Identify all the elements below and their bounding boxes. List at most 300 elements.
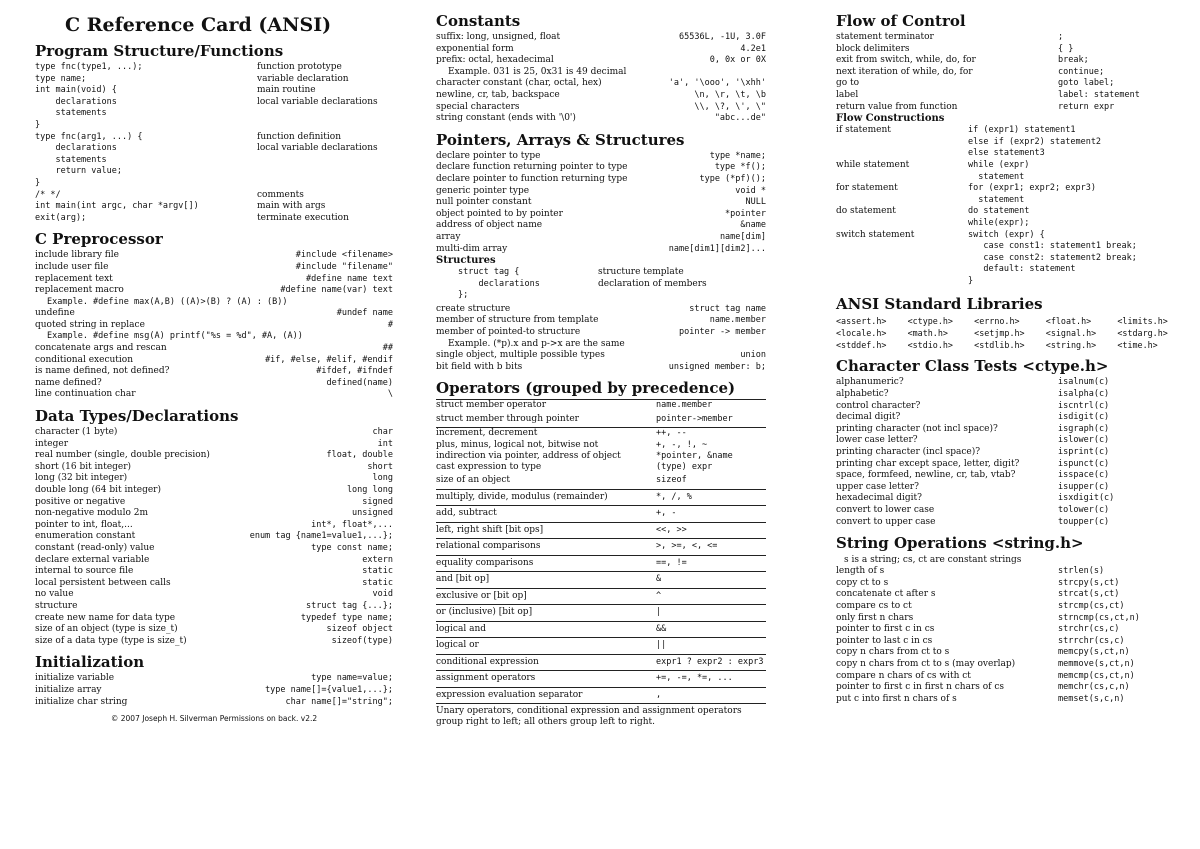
entry-row: [35, 543, 393, 555]
entry-row: [836, 447, 1181, 459]
entry-row: [836, 613, 1181, 625]
entry-row: [836, 55, 1181, 67]
entry-description: member of structure from template: [436, 315, 599, 326]
entry-description: copy n chars from ct to s: [836, 647, 950, 658]
entry-description: integer: [35, 438, 69, 449]
construct-row: [836, 195, 1181, 207]
entry-code: NULL: [745, 197, 766, 208]
entry-row: [35, 213, 393, 225]
library-header: <float.h>: [1045, 316, 1092, 327]
entry-code: memmove(s,ct,n): [1058, 658, 1135, 669]
library-header: <stddef.h>: [836, 340, 887, 351]
operator-symbol: >, >=, <, <=: [656, 541, 718, 552]
operator-description: logical or: [436, 640, 479, 651]
entry-description: comments: [257, 189, 304, 200]
entry-row: [35, 462, 393, 474]
entry-row: [436, 244, 766, 256]
operator-description: relational comparisons: [436, 541, 541, 552]
entry-row: [836, 505, 1181, 517]
operator-row: [436, 671, 766, 688]
construct-label: [836, 172, 968, 184]
entry-row: [836, 424, 1181, 436]
entry-code: type fnc(type1, ...);: [35, 62, 143, 72]
entry-code: { }: [1058, 43, 1074, 54]
operator-row: [436, 688, 766, 705]
entry-row: [836, 624, 1181, 636]
entry-description: pointer to first c in cs: [836, 624, 935, 635]
entry-description: special characters: [436, 101, 520, 112]
entry-description: initialize variable: [35, 673, 115, 684]
preprocessor-list-2: [35, 308, 393, 331]
construct-label: [836, 264, 968, 276]
preprocessor-list-3: [35, 343, 393, 401]
entry-description: undefine: [35, 308, 75, 319]
entry-row: [436, 113, 766, 125]
entry-description: short (16 bit integer): [35, 461, 132, 472]
entry-code: strncmp(cs,ct,n): [1058, 612, 1140, 623]
library-header: <assert.h>: [836, 316, 887, 327]
library-header: <ctype.h>: [907, 316, 953, 327]
construct-row: [836, 160, 1181, 172]
operator-symbol: <<, >>: [656, 524, 687, 535]
entry-code: pointer -> member: [679, 327, 766, 338]
operator-description: assignment operators: [436, 673, 536, 684]
entry-row: [35, 613, 393, 625]
entry-row: [35, 589, 393, 601]
entry-row: [436, 44, 766, 56]
entry-row: [836, 90, 1181, 102]
entry-row: [35, 624, 393, 636]
entry-description: function definition: [257, 131, 342, 142]
construct-row: [836, 183, 1181, 195]
entry-code: short: [367, 461, 393, 472]
entry-description: double long (64 bit integer): [35, 485, 161, 495]
entry-description: compare cs to ct: [836, 600, 912, 611]
library-header: <setjmp.h>: [974, 328, 1025, 339]
entry-description: is name defined, not defined?: [35, 366, 170, 377]
operator-description: exclusive or [bit op]: [436, 590, 527, 601]
construct-code: while (expr): [968, 159, 1030, 170]
constants-list: [436, 32, 766, 67]
entry-code: type fnc(arg1, ...) {: [35, 131, 143, 142]
ctype-list: [836, 377, 1181, 528]
entry-row: [836, 682, 1181, 694]
entry-row: [35, 120, 393, 132]
entry-description: local persistent between calls: [35, 577, 171, 588]
entry-row: [436, 55, 766, 67]
operator-row: [436, 655, 766, 672]
entry-code: #ifdef, #ifndef: [316, 366, 393, 377]
entry-description: go to: [836, 78, 860, 89]
section-operators: Operators (grouped by precedence): [436, 379, 736, 398]
entry-description: long (32 bit integer): [35, 473, 128, 484]
entry-description: space, formfeed, newline, cr, tab, vtab?: [836, 470, 1016, 481]
construct-label: while statement: [836, 159, 910, 170]
operator-row: [436, 473, 766, 490]
entry-code: int*, float*,...: [311, 519, 393, 530]
operator-description: and [bit op]: [436, 574, 490, 585]
entry-code: memcpy(s,ct,n): [1058, 647, 1130, 658]
entry-description: create structure: [436, 303, 511, 314]
construct-code: switch (expr) {: [968, 229, 1045, 240]
operator-description: plus, minus, logical not, bitwise not: [436, 439, 599, 450]
entry-row: [35, 308, 393, 320]
library-header: <signal.h>: [1045, 328, 1097, 339]
entry-code: ;: [1058, 32, 1064, 42]
entry-description: include library file: [35, 250, 119, 261]
section-libraries: ANSI Standard Libraries: [836, 295, 1043, 314]
entry-row: [836, 694, 1181, 706]
entry-description: printing character (not incl space)?: [836, 423, 998, 434]
entry-description: non-negative modulo 2m: [35, 508, 148, 519]
column-2: [436, 6, 766, 728]
operator-row: [436, 556, 766, 573]
entry-code: #if, #else, #elif, #endif: [265, 354, 393, 365]
entry-row: [836, 67, 1181, 79]
entry-row: [836, 102, 1181, 114]
construct-row: [836, 241, 1181, 253]
operator-symbol: +, -, !, ~: [656, 439, 708, 450]
entry-description: compare n chars of cs with ct: [836, 670, 971, 681]
operator-description: struct member through pointer: [436, 413, 579, 424]
operator-row: [436, 572, 766, 589]
entry-code: strcat(s,ct): [1058, 589, 1120, 600]
flow-constructions-label: Flow Constructions: [836, 113, 945, 125]
construct-code: statement: [968, 194, 1025, 205]
entry-description: string constant (ends with '\0'): [436, 113, 576, 124]
entry-code: 0, 0x or 0X: [709, 55, 766, 66]
construct-label: switch statement: [836, 229, 915, 240]
entry-row: [436, 151, 766, 163]
entry-description: generic pointer type: [436, 185, 530, 196]
preprocessor-list: [35, 250, 393, 296]
entry-row: [35, 601, 393, 613]
entry-row: [35, 201, 393, 213]
entry-description: length of s: [836, 566, 885, 577]
entry-code: &name: [740, 220, 766, 231]
constants-list-2: [436, 78, 766, 124]
entry-row: [35, 62, 393, 74]
entry-description: main with args: [257, 201, 326, 212]
operator-row: [436, 539, 766, 556]
entry-row: [836, 578, 1181, 590]
operator-row: [436, 605, 766, 622]
entry-code: #undef name: [336, 308, 393, 319]
entry-code: isspace(c): [1058, 470, 1110, 481]
operator-description: equality comparisons: [436, 557, 534, 568]
entry-row: [35, 166, 393, 178]
entry-row: [35, 366, 393, 378]
library-header: <time.h>: [1117, 340, 1158, 351]
construct-row: [836, 253, 1181, 265]
section-data-types: Data Types/Declarations: [35, 407, 239, 426]
construct-row: [836, 264, 1181, 276]
entry-code: strrchr(cs,c): [1058, 635, 1125, 646]
entry-row: [35, 85, 393, 97]
entry-row: [35, 578, 393, 590]
entry-row: [836, 659, 1181, 671]
entry-description: line continuation char: [35, 389, 136, 400]
operator-description: left, right shift [bit ops]: [436, 524, 544, 535]
library-header: <math.h>: [907, 328, 948, 339]
entry-code: type (*pf)();: [699, 173, 766, 184]
entry-code: static: [362, 566, 393, 577]
section-ctype: Character Class Tests <ctype.h>: [836, 357, 1109, 376]
entry-code: declarations: [35, 96, 117, 107]
entry-description: address of object name: [436, 220, 543, 231]
entry-row: [436, 220, 766, 232]
entry-description: array: [436, 231, 461, 242]
entry-row: [436, 162, 766, 174]
entry-description: replacement text: [35, 273, 113, 284]
initialization-list: [35, 673, 393, 708]
entry-code: char name[]="string";: [285, 696, 393, 707]
entry-row: [836, 435, 1181, 447]
operators-table: [436, 399, 766, 704]
operator-description: or (inclusive) [bit op]: [436, 607, 533, 618]
construct-row: [836, 125, 1181, 137]
entry-row: [35, 636, 393, 648]
entry-description: printing char except space, letter, digit?: [836, 458, 1020, 469]
entry-code: declarations: [458, 278, 540, 289]
operator-row: [436, 462, 766, 473]
entry-description: concatenate ct after s: [836, 589, 936, 600]
program-structure-list: [35, 62, 393, 224]
entry-row: [35, 389, 393, 401]
entry-description: printing character (incl space)?: [836, 447, 981, 458]
entry-code: /* */: [35, 189, 61, 200]
entry-description: terminate execution: [257, 212, 349, 223]
entry-code: name.member: [709, 315, 766, 326]
construct-code: statement: [968, 171, 1025, 182]
operator-row: [436, 622, 766, 639]
entry-code: isgraph(c): [1058, 423, 1110, 434]
string-ops-subtitle: s is a string; cs, ct are constant strings: [844, 555, 1022, 566]
entry-row: [458, 290, 718, 302]
entry-row: [35, 190, 393, 202]
entry-description: replacement macro: [35, 285, 124, 296]
operator-symbol: ==, !=: [656, 557, 687, 568]
entry-code: sizeof(type): [331, 635, 393, 646]
operator-symbol: &&: [656, 623, 667, 634]
operator-symbol: +, -: [656, 508, 677, 519]
entry-code: type *f();: [714, 162, 766, 173]
column-3: [836, 6, 1181, 705]
entry-row: [35, 108, 393, 120]
entry-description: real number (single, double precision): [35, 450, 210, 461]
entry-code: memchr(cs,c,n): [1058, 682, 1130, 693]
entry-row: [35, 355, 393, 367]
entry-description: function prototype: [257, 62, 342, 72]
entry-code: sizeof object: [326, 624, 393, 635]
construct-row: [836, 206, 1181, 218]
operator-symbol: ^: [656, 590, 662, 601]
entry-description: only first n chars: [836, 612, 914, 623]
entry-code: static: [362, 577, 393, 588]
entry-row: [35, 320, 393, 332]
entry-row: [35, 485, 393, 497]
entry-description: enumeration constant: [35, 531, 136, 542]
entry-row: [35, 697, 393, 709]
entry-code: declarations: [35, 143, 117, 154]
entry-code: float, double: [326, 450, 393, 461]
entry-code: 4.2e1: [740, 43, 766, 54]
entry-code: goto label;: [1058, 78, 1115, 89]
entry-description: newline, cr, tab, backspace: [436, 89, 560, 100]
construct-code: default: statement: [968, 264, 1076, 275]
entry-code: }: [35, 177, 41, 188]
entry-code: enum tag {name1=value1,...};: [249, 531, 393, 542]
entry-description: character constant (char, octal, hex): [436, 78, 602, 89]
entry-description: object pointed to by pointer: [436, 208, 563, 219]
entry-code: char: [372, 427, 393, 438]
entry-code: }: [35, 119, 41, 130]
entry-description: include user file: [35, 261, 109, 272]
operator-symbol: |: [656, 607, 662, 618]
entry-row: [458, 279, 718, 291]
entry-row: [836, 589, 1181, 601]
entry-description: create new name for data type: [35, 612, 176, 623]
entry-row: [35, 450, 393, 462]
entry-description: main routine: [257, 85, 316, 96]
construct-code: case const1: statement1 break;: [968, 241, 1137, 252]
entry-row: [35, 378, 393, 390]
entry-code: #define name text: [306, 273, 393, 284]
operator-symbol: name.member: [656, 400, 713, 411]
entry-code: #include "filename": [295, 261, 393, 272]
entry-description: put c into first n chars of s: [836, 693, 957, 704]
operator-symbol: ,: [656, 689, 662, 700]
entry-code: #: [387, 319, 393, 330]
entry-row: [836, 412, 1181, 424]
entry-row: [836, 32, 1181, 44]
entry-code: \n, \r, \t, \b: [694, 89, 766, 100]
entry-description: size of a data type (type is size_t): [35, 635, 187, 646]
entry-code: unsigned member: b;: [668, 361, 766, 372]
entry-description: next iteration of while, do, for: [836, 66, 973, 77]
construct-row: [836, 172, 1181, 184]
operator-row: [436, 440, 766, 451]
library-header: <limits.h>: [1117, 316, 1168, 327]
entry-row: [436, 32, 766, 44]
entry-description: initialize array: [35, 684, 102, 695]
entry-row: [836, 377, 1181, 389]
library-header: <stdlib.h>: [974, 340, 1025, 351]
entry-description: pointer to int, float,...: [35, 519, 133, 530]
operator-symbol: ++, --: [656, 428, 687, 439]
entry-description: control character?: [836, 400, 921, 411]
entry-description: conditional execution: [35, 354, 133, 365]
entry-row: [35, 143, 393, 155]
entry-row: [436, 197, 766, 209]
construct-label: [836, 137, 968, 149]
operator-row: [436, 451, 766, 462]
entry-code: iscntrl(c): [1058, 400, 1110, 411]
library-header: <stdio.h>: [907, 340, 953, 351]
entry-description: bit field with b bits: [436, 361, 523, 372]
entry-row: [436, 232, 766, 244]
entry-code: extern: [362, 554, 393, 565]
entry-row: [836, 459, 1181, 471]
entry-code: strchr(cs,c): [1058, 624, 1120, 635]
section-pointers: Pointers, Arrays & Structures: [436, 130, 685, 149]
entry-code: strlen(s): [1058, 566, 1105, 577]
entry-code: int main(int argc, char *argv[]): [35, 201, 199, 212]
entry-description: size of an object (type is size_t): [35, 624, 178, 635]
entry-code: isalnum(c): [1058, 377, 1110, 388]
entry-code: long: [372, 473, 393, 484]
construct-code: case const2: statement2 break;: [968, 252, 1137, 263]
entry-row: [836, 671, 1181, 683]
entry-code: memcmp(cs,ct,n): [1058, 670, 1135, 681]
entry-code: int: [377, 438, 393, 449]
entry-description: pointer to last c in cs: [836, 635, 933, 646]
entry-description: declare pointer to type: [436, 150, 541, 161]
entry-code: void *: [735, 185, 766, 196]
entry-description: null pointer constant: [436, 197, 532, 208]
entry-code: break;: [1058, 55, 1089, 66]
operator-symbol: sizeof: [656, 475, 687, 486]
entry-row: [436, 327, 766, 339]
entry-description: local variable declarations: [257, 96, 378, 107]
section-constants: Constants: [436, 12, 521, 30]
operator-row: [436, 638, 766, 655]
entry-row: [436, 315, 766, 327]
entry-code: #include <filename>: [295, 250, 393, 261]
entry-row: [35, 497, 393, 509]
preprocessor-example-2: Example. #define msg(A) printf("%s = %d", #A, (A)): [47, 331, 303, 342]
entry-description: multi-dim array: [436, 243, 508, 254]
entry-row: [436, 102, 766, 114]
entry-row: [436, 362, 766, 374]
flow-control-list: [836, 32, 1181, 113]
string-ops-list: [836, 566, 1181, 705]
construct-row: [836, 218, 1181, 230]
entry-description: exponential form: [436, 43, 514, 54]
entry-row: [836, 78, 1181, 90]
operator-row: [436, 589, 766, 606]
column-1: [35, 6, 393, 723]
operator-symbol: ||: [656, 640, 667, 651]
entry-description: copy ct to s: [836, 577, 889, 588]
entry-code: defined(name): [326, 377, 393, 388]
construct-code: else if (expr2) statement2: [968, 136, 1102, 147]
operator-description: conditional expression: [436, 656, 539, 667]
library-header: <errno.h>: [974, 316, 1020, 327]
construct-row: [836, 230, 1181, 242]
entry-description: no value: [35, 589, 74, 600]
entry-code: toupper(c): [1058, 516, 1110, 527]
entry-code: "abc...de": [714, 113, 766, 124]
libraries-grid: [836, 315, 1181, 351]
entry-description: declare function returning pointer to type: [436, 162, 628, 173]
entry-code: unsigned: [352, 508, 393, 519]
entry-description: name defined?: [35, 377, 102, 388]
entry-row: [35, 250, 393, 262]
pointers-list-2: [436, 304, 766, 339]
entry-row: [35, 274, 393, 286]
entry-code: return expr: [1058, 101, 1115, 112]
section-flow-control: Flow of Control: [836, 12, 966, 30]
entry-row: [35, 566, 393, 578]
entry-code: signed: [362, 496, 393, 507]
pointers-example: Example. (*p).x and p->x are the same: [448, 338, 625, 349]
entry-description: prefix: octal, hexadecimal: [436, 55, 554, 66]
entry-row: [35, 97, 393, 109]
entry-code: label: statement: [1058, 89, 1140, 100]
constants-example: Example. 031 is 25, 0x31 is 49 decimal: [448, 66, 627, 77]
entry-description: hexadecimal digit?: [836, 493, 922, 504]
